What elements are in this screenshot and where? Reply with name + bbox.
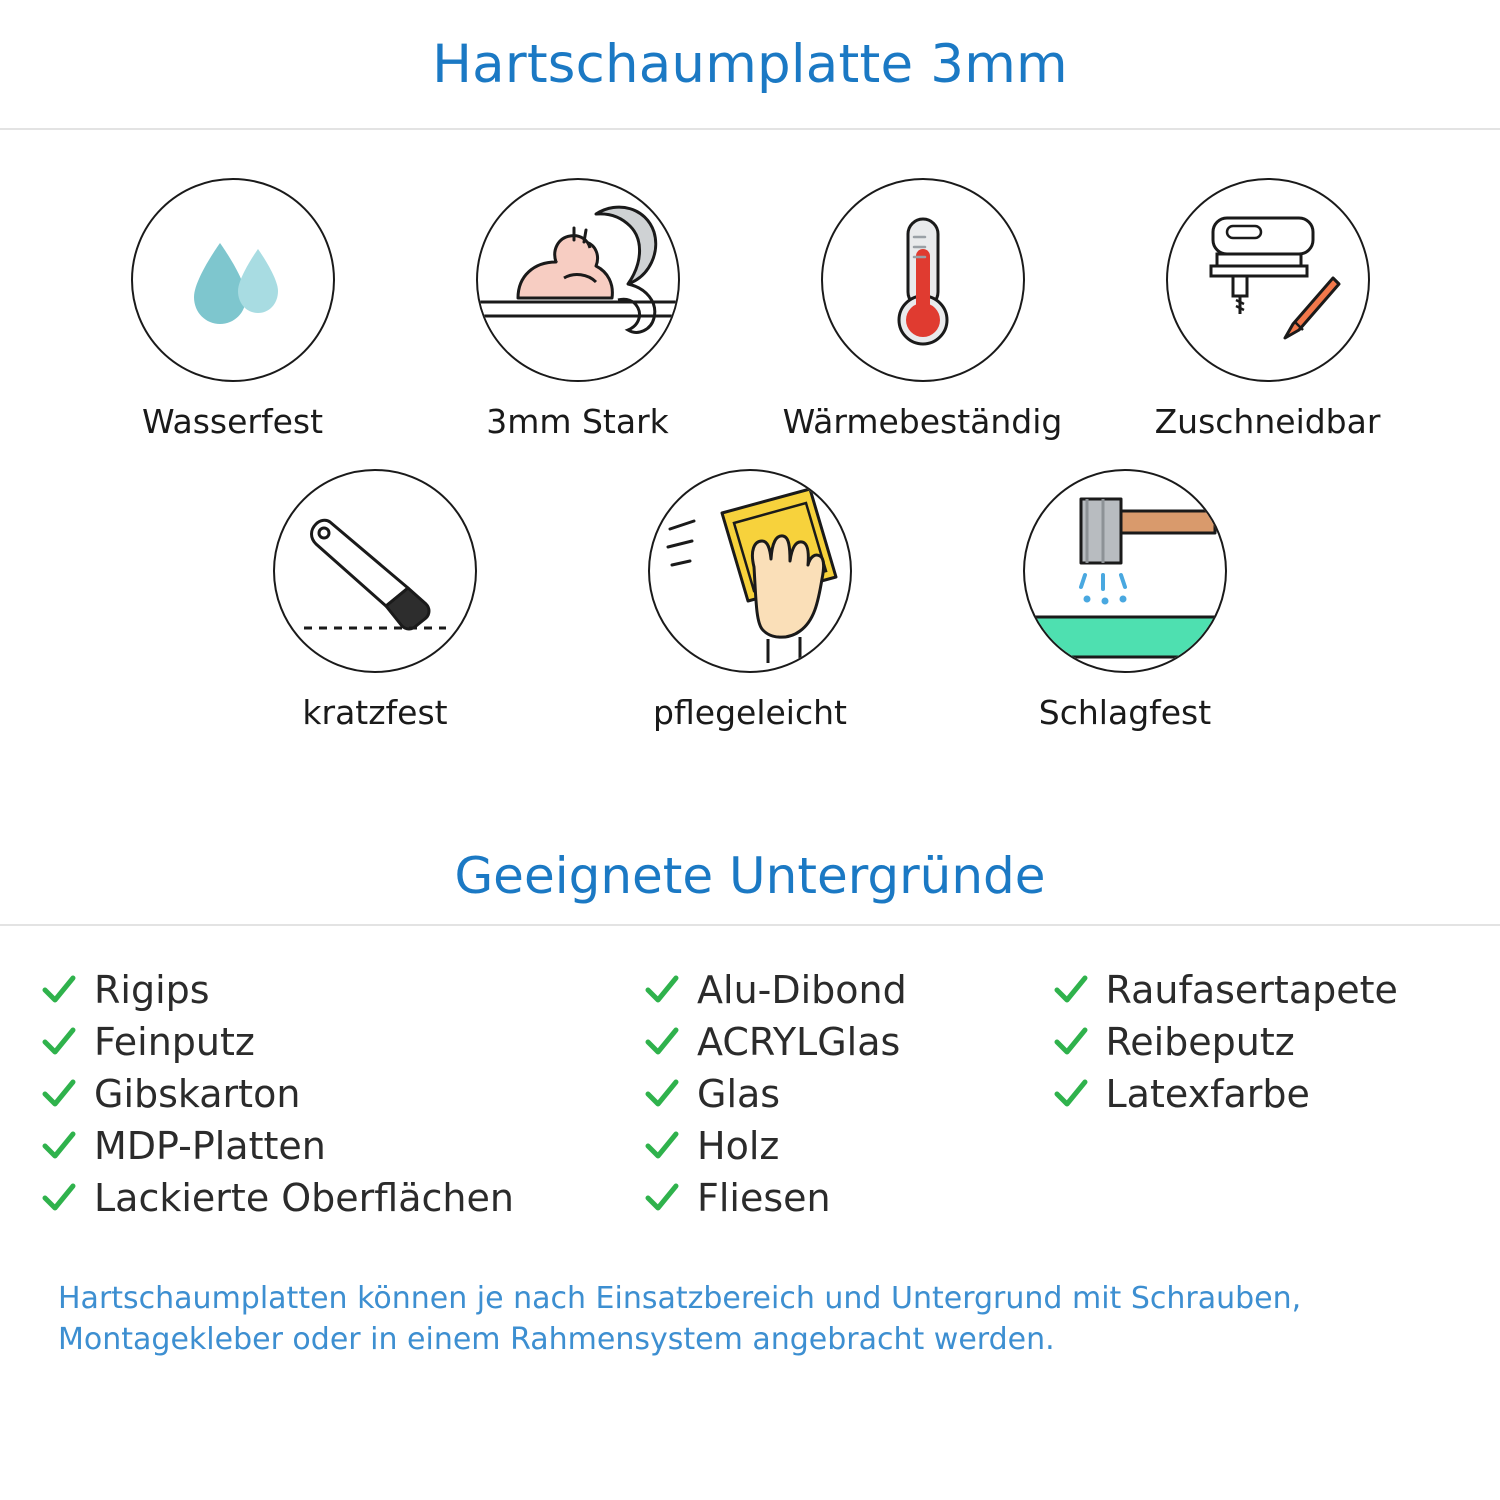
check-icon — [40, 1075, 78, 1113]
list-item — [1052, 1020, 1461, 1064]
list-item-label: Reibeputz — [1105, 1020, 1295, 1064]
list-item — [40, 1020, 643, 1064]
list-item — [643, 968, 1052, 1012]
header — [0, 0, 1500, 130]
footer-note: Hartschaumplatten können je nach Einsatzbereich und Untergrund mit Schrauben, Montagekleber oder in einem Rahmensystem angebracht werden. — [58, 1281, 1302, 1358]
list-item-label: Gibskarton — [94, 1072, 301, 1116]
check-icon — [1052, 1075, 1090, 1113]
feature-waermebestaendig — [750, 178, 1095, 441]
feature-pflegeleicht — [563, 469, 938, 732]
strong-arm-icon — [478, 180, 678, 380]
list-item — [1052, 1072, 1461, 1116]
list-item-label: Fliesen — [697, 1176, 831, 1220]
feature-label: Wasserfest — [141, 402, 324, 441]
feature-icon-circle — [476, 178, 680, 382]
substrates-list — [0, 926, 1500, 1220]
list-item — [40, 1176, 643, 1220]
list-item-label: Latexfarbe — [1105, 1072, 1310, 1116]
feature-icon-circle — [1023, 469, 1227, 673]
feature-icon-circle — [648, 469, 852, 673]
feature-wasserfest — [60, 178, 405, 441]
list-item-label: Holz — [697, 1124, 780, 1168]
thermometer-icon — [853, 205, 993, 355]
list-item-label: Glas — [697, 1072, 781, 1116]
check-icon — [40, 971, 78, 1009]
feature-icon-circle — [821, 178, 1025, 382]
list-item-label: Alu-Dibond — [697, 968, 907, 1012]
check-icon — [40, 1179, 78, 1217]
list-item — [1052, 968, 1461, 1012]
water-drops-icon — [158, 205, 308, 355]
check-icon — [643, 971, 681, 1009]
feature-label: 3mm Stark — [486, 402, 669, 441]
jigsaw-cutter-icon — [1183, 200, 1353, 360]
list-item — [40, 1124, 643, 1168]
feature-kratzfest — [188, 469, 563, 732]
feature-icon-circle — [131, 178, 335, 382]
list-item — [643, 1176, 1052, 1220]
feature-label: pflegeleicht — [653, 693, 847, 732]
list-item-label: Lackierte Oberflächen — [94, 1176, 514, 1220]
substrates-column-3 — [1052, 968, 1461, 1220]
feature-zuschneidbar — [1095, 178, 1440, 441]
list-item — [643, 1124, 1052, 1168]
scratch-knife-icon — [290, 496, 460, 646]
feature-label: kratzfest — [302, 693, 448, 732]
feature-schlagfest — [938, 469, 1313, 732]
feature-grid — [0, 130, 1500, 732]
feature-row-1 — [0, 178, 1500, 441]
substrates-title: Geeignete Untergründe — [454, 847, 1046, 905]
feature-label: Wärmebeständig — [782, 402, 1063, 441]
check-icon — [1052, 1023, 1090, 1061]
list-item-label: Feinputz — [94, 1020, 255, 1064]
list-item — [40, 968, 643, 1012]
check-icon — [40, 1127, 78, 1165]
check-icon — [643, 1075, 681, 1113]
list-item — [643, 1020, 1052, 1064]
list-item — [643, 1072, 1052, 1116]
feature-label: Zuschneidbar — [1154, 402, 1381, 441]
substrates-header — [0, 828, 1500, 926]
hammer-impact-icon — [1025, 471, 1225, 671]
substrates-column-2 — [643, 968, 1052, 1220]
feature-row-2 — [0, 469, 1500, 732]
feature-icon-circle — [1166, 178, 1370, 382]
check-icon — [1052, 971, 1090, 1009]
check-icon — [40, 1023, 78, 1061]
cleaning-cloth-icon — [650, 471, 850, 671]
feature-icon-circle — [273, 469, 477, 673]
check-icon — [643, 1179, 681, 1217]
check-icon — [643, 1127, 681, 1165]
list-item-label: Raufasertapete — [1105, 968, 1398, 1012]
list-item-label: Rigips — [94, 968, 210, 1012]
list-item-label: ACRYLGlas — [697, 1020, 901, 1064]
list-item — [40, 1072, 643, 1116]
page-title: Hartschaumplatte 3mm — [432, 33, 1068, 95]
feature-label: Schlagfest — [1038, 693, 1212, 732]
list-item-label: MDP-Platten — [94, 1124, 326, 1168]
feature-3mm-stark — [405, 178, 750, 441]
check-icon — [643, 1023, 681, 1061]
substrates-column-1 — [40, 968, 643, 1220]
